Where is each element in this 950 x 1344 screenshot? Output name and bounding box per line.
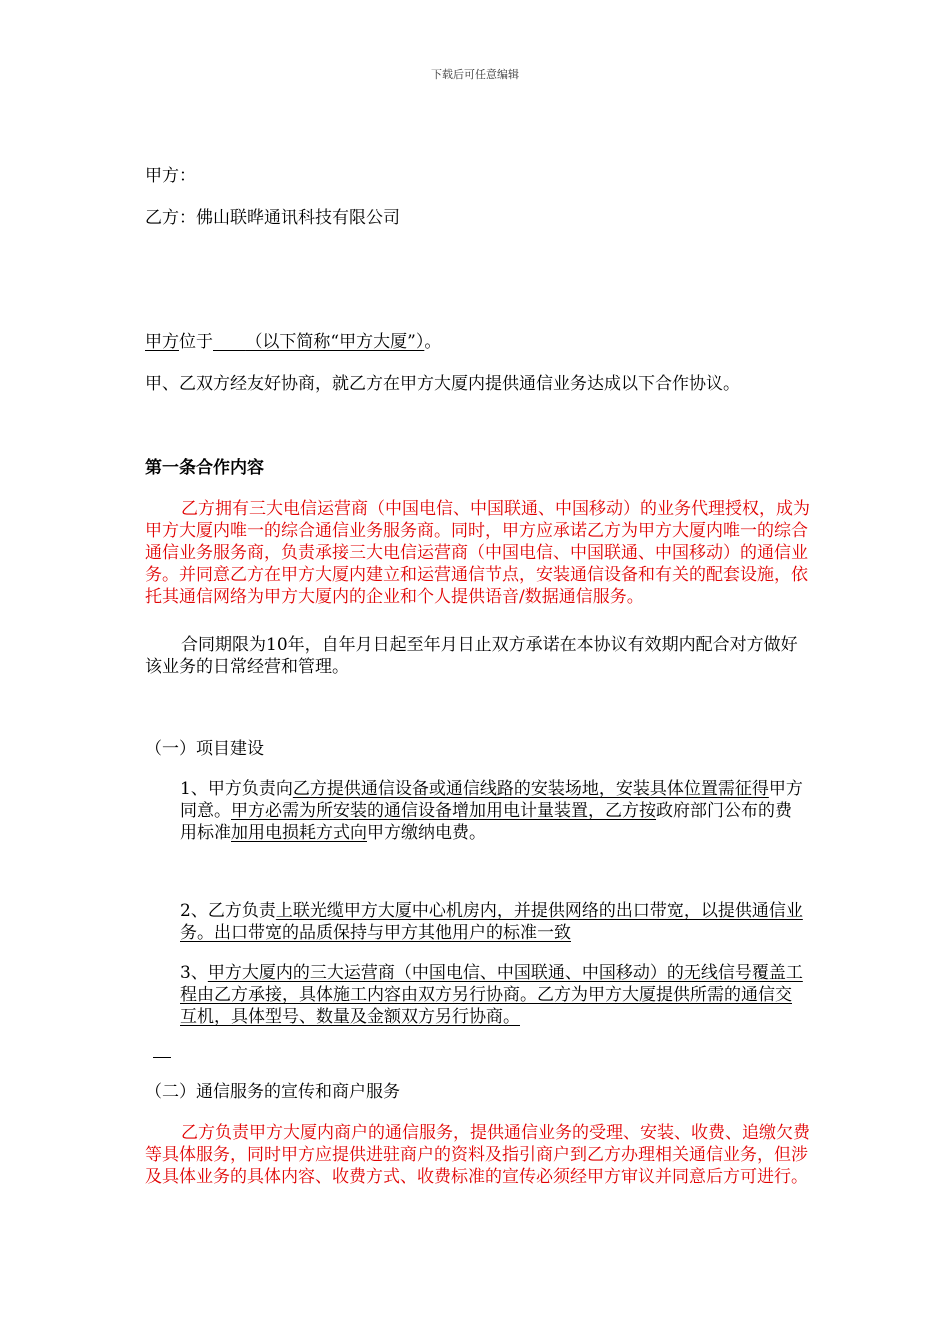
article1-para2: 合同期限为10年，自年月日起至年月日止双方承诺在本协议有效期内配合对方做好该业务的日常经营和管理。	[145, 635, 798, 677]
section1-item2: 2、乙方负责上联光缆甲方大厦中心机房内，并提供网络的出口带宽，以提供通信业务。出口带宽的品质保持与甲方其他用户的标准一致	[180, 901, 803, 943]
location-line	[145, 331, 441, 353]
location-prefix: 甲方	[145, 332, 179, 352]
separator-dash	[153, 1057, 171, 1058]
intro-text: 甲、乙双方经友好协商，就乙方在甲方大厦内提供通信业务达成以下合作协议。	[145, 374, 740, 394]
location-note: （以下简称“甲方大厦”）	[245, 332, 425, 352]
section2-para: 乙方负责甲方大厦内商户的通信服务，提供通信业务的受理、安装、收费、追缴欠费等具体服务，同时甲方应提供进驻商户的资料及指引商户到乙方办理相关通信业务，但涉及具体业务的具体内容、收费方式、收费标准的宣传必须经甲方审议并同意后方可进行。	[145, 1123, 810, 1187]
section2-heading: （二）通信服务的宣传和商户服务	[145, 1082, 400, 1102]
article1-para1: 乙方拥有三大电信运营商（中国电信、中国联通、中国移动）的业务代理授权，成为甲方大厦内唯一的综合通信业务服务商。同时，甲方应承诺乙方为甲方大厦内唯一的综合通信业务服务商，负责承接三大电信运营商（中国电信、中国联通、中国移动）的通信业务。并同意乙方在甲方大厦内建立和运营通信节点，安装通信设备和有关的配套设施，依托其通信网络为甲方大厦内的企业和个人提供语音/数据通信服务。	[145, 499, 810, 607]
party-b-label: 乙方：佛山联晔通讯科技有限公司	[145, 208, 400, 228]
section1-item3: 3、甲方大厦内的三大运营商（中国电信、中国联通、中国移动）的无线信号覆盖工程由乙方承接，具体施工内容由双方另行协商。乙方为甲方大厦提供所需的通信交互机，具体型号、数量及金额双方另行协商。	[180, 963, 803, 1027]
location-end: 。	[424, 332, 442, 352]
party-a-label: 甲方：	[145, 166, 196, 186]
section1-heading: （一）项目建设	[145, 739, 264, 759]
article1-heading: 第一条合作内容	[145, 458, 264, 478]
location-middle: 位于	[179, 332, 213, 352]
page-header-note: 下载后可任意编辑	[431, 68, 519, 81]
location-blank	[213, 332, 245, 352]
section1-item1: 1、甲方负责向乙方提供通信设备或通信线路的安装场地，安装具体位置需征得甲方同意。甲方必需为所安装的通信设备增加用电计量装置，乙方按政府部门公布的费用标准加用电损耗方式向甲方缴纳电费。	[180, 779, 803, 843]
